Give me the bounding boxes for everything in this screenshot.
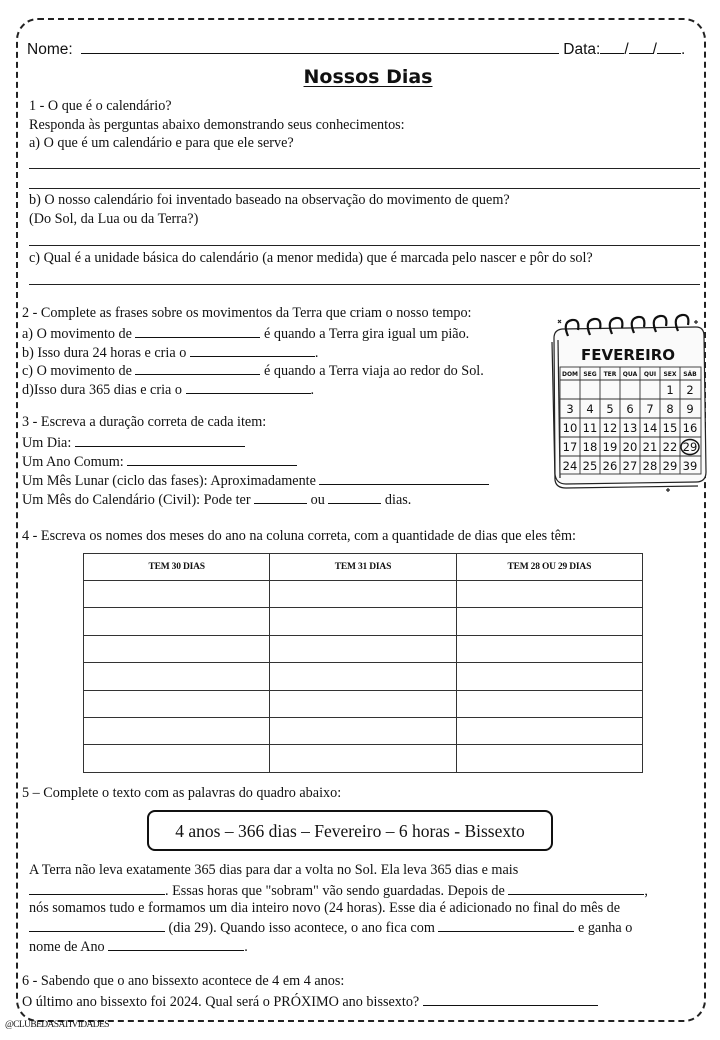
table-cell[interactable]	[84, 581, 270, 608]
table-cell[interactable]	[84, 663, 270, 690]
svg-text:3: 3	[566, 402, 574, 416]
svg-text:SEG: SEG	[583, 371, 597, 378]
q3-heading: 3 - Escreva a duração correta de cada item:	[22, 414, 267, 430]
name-field[interactable]	[81, 40, 559, 54]
svg-text:QUA: QUA	[622, 371, 638, 378]
q1c-answer-line[interactable]	[29, 284, 700, 285]
q5-text-line-3: nós somamos tudo e formamos um dia inteiro novo (24 horas). Esse dia é adicionado no final do mês de	[29, 900, 621, 916]
table-header-row	[84, 554, 643, 581]
q2d-sentence: d)Isso dura 365 dias e cria o .	[22, 382, 315, 398]
q3-civil-blank-1[interactable]	[254, 490, 307, 504]
q6-question-row: O último ano bissexto foi 2024. Qual será o PRÓXIMO ano bissexto?	[22, 992, 598, 1011]
svg-text:8: 8	[666, 402, 674, 416]
table-cell[interactable]	[84, 745, 270, 772]
header-row: Nome: Data: / / .	[27, 41, 686, 58]
svg-text:2: 2	[686, 383, 694, 397]
q5-heading: 5 – Complete o texto com as palavras do quadro abaixo:	[22, 785, 342, 801]
svg-text:5: 5	[606, 402, 614, 416]
svg-text:11: 11	[582, 421, 598, 435]
svg-text:24: 24	[562, 459, 578, 473]
date-month-field[interactable]	[629, 40, 653, 54]
svg-text:6: 6	[626, 402, 634, 416]
q2b-sentence: b) Isso dura 24 horas e cria o .	[22, 345, 319, 361]
svg-text:15: 15	[662, 421, 678, 435]
q3-day-blank[interactable]	[75, 433, 245, 447]
table-cell[interactable]	[270, 690, 456, 717]
svg-text:9: 9	[686, 402, 694, 416]
table-cell[interactable]	[456, 717, 642, 744]
table-cell[interactable]	[270, 663, 456, 690]
table-cell[interactable]	[270, 717, 456, 744]
svg-text:14: 14	[642, 421, 658, 435]
table-row	[84, 717, 643, 744]
q3-year-row: Um Ano Comum:	[22, 452, 297, 471]
q3-civil-row: Um Mês do Calendário (Civil): Pode ter ou dias.	[22, 492, 412, 508]
svg-text:QUI: QUI	[643, 371, 657, 378]
table-row	[84, 635, 643, 662]
svg-text:19: 19	[602, 440, 618, 454]
page-title: Nossos Dias	[303, 66, 433, 88]
q1-intro: Responda às perguntas abaixo demonstrando seus conhecimentos:	[29, 117, 405, 133]
table-cell[interactable]	[270, 608, 456, 635]
svg-text:SÁB: SÁB	[683, 371, 697, 378]
column-header-30-days: TEM 30 DIAS	[84, 554, 270, 581]
q1a-question: a) O que é um calendário e para que ele serve?	[29, 135, 294, 151]
date-suffix: .	[680, 41, 686, 58]
table-cell[interactable]	[456, 690, 642, 717]
svg-text:20: 20	[622, 440, 638, 454]
column-header-28-29-days: TEM 28 OU 29 DIAS	[456, 554, 642, 581]
q3-day-row: Um Dia:	[22, 433, 245, 452]
q1a-answer-line-2[interactable]	[29, 188, 700, 189]
svg-text:17: 17	[562, 440, 578, 454]
svg-text:TER: TER	[603, 371, 617, 378]
q5-text-line-1: A Terra não leva exatamente 365 dias para dar a volta no Sol. Ela leva 365 dias e mais	[29, 862, 519, 878]
q1b-answer-line[interactable]	[29, 245, 700, 246]
svg-text:22: 22	[662, 440, 678, 454]
svg-text:27: 27	[622, 459, 638, 473]
q5-blank-2[interactable]	[508, 881, 644, 895]
months-table	[83, 553, 643, 773]
name-label: Nome:	[27, 41, 73, 58]
table-cell[interactable]	[270, 581, 456, 608]
table-cell[interactable]	[84, 635, 270, 662]
svg-text:18: 18	[582, 440, 598, 454]
q2a-blank[interactable]	[135, 324, 260, 338]
table-cell[interactable]	[84, 717, 270, 744]
q1-heading: 1 - O que é o calendário?	[29, 98, 172, 114]
q1c-question: c) Qual é a unidade básica do calendário (a menor medida) que é marcada pelo nascer e pôr do sol?	[29, 250, 593, 266]
table-cell[interactable]	[456, 745, 642, 772]
calendar-icon	[548, 312, 708, 497]
date-label: Data:	[563, 41, 601, 58]
q2-heading: 2 - Complete as frases sobre os movimentos da Terra que criam o nosso tempo:	[22, 305, 472, 321]
q5-text-line-4: (dia 29). Quando isso acontece, o ano fica com e ganha o	[29, 918, 632, 937]
table-cell[interactable]	[456, 581, 642, 608]
svg-text:7: 7	[646, 402, 654, 416]
q2d-blank[interactable]	[186, 380, 311, 394]
q5-blank-4[interactable]	[438, 918, 574, 932]
table-row	[84, 608, 643, 635]
q5-blank-5[interactable]	[108, 937, 244, 951]
table-row	[84, 581, 643, 608]
q5-text-line-5: nome de Ano .	[29, 939, 248, 955]
q2a-sentence: a) O movimento de é quando a Terra gira igual um pião.	[22, 326, 470, 342]
q3-year-blank[interactable]	[127, 452, 297, 466]
q1a-answer-line-1[interactable]	[29, 168, 700, 169]
footer-credit: @CLUBEDASATIVIDADES	[5, 1020, 109, 1030]
svg-text:10: 10	[562, 421, 578, 435]
q6-answer-blank[interactable]	[423, 992, 598, 1006]
table-cell[interactable]	[84, 608, 270, 635]
svg-text:13: 13	[622, 421, 638, 435]
svg-text:SEX: SEX	[663, 371, 677, 378]
table-row	[84, 663, 643, 690]
q5-text-line-2: . Essas horas que "sobram" vão sendo guardadas. Depois de ,	[29, 881, 648, 900]
q4-heading: 4 - Escreva os nomes dos meses do ano na coluna correta, com a quantidade de dias que eles têm:	[22, 528, 576, 544]
svg-text:FEVEREIRO: FEVEREIRO	[580, 346, 676, 364]
svg-text:39: 39	[682, 459, 698, 473]
svg-text:26: 26	[602, 459, 618, 473]
svg-text:21: 21	[642, 440, 658, 454]
svg-text:16: 16	[682, 421, 698, 435]
q5-blank-3[interactable]	[29, 918, 165, 932]
q1b-hint: (Do Sol, da Lua ou da Terra?)	[29, 211, 199, 227]
svg-text:25: 25	[582, 459, 598, 473]
svg-text:28: 28	[642, 459, 658, 473]
february-calendar-illustration	[548, 312, 708, 497]
table-row	[84, 745, 643, 772]
q6-heading: 6 - Sabendo que o ano bissexto acontece de 4 em 4 anos:	[22, 973, 345, 989]
q3-civil-blank-2[interactable]	[328, 490, 381, 504]
svg-text:DOM: DOM	[561, 371, 579, 378]
q2b-blank[interactable]	[190, 343, 315, 357]
column-header-31-days: TEM 31 DIAS	[270, 554, 456, 581]
table-cell[interactable]	[270, 745, 456, 772]
date-day-field[interactable]	[600, 40, 624, 54]
q2c-blank[interactable]	[135, 361, 260, 375]
table-row	[84, 690, 643, 717]
date-year-field[interactable]	[657, 40, 681, 54]
q3-lunar-blank[interactable]	[319, 471, 489, 485]
table-cell[interactable]	[456, 635, 642, 662]
svg-text:29: 29	[682, 440, 698, 454]
q1b-question: b) O nosso calendário foi inventado baseado na observação do movimento de quem?	[29, 192, 510, 208]
svg-text:29: 29	[662, 459, 678, 473]
svg-text:4: 4	[586, 402, 594, 416]
q2c-sentence: c) O movimento de é quando a Terra viaja ao redor do Sol.	[22, 363, 484, 379]
q5-blank-1[interactable]	[29, 881, 165, 895]
table-cell[interactable]	[456, 663, 642, 690]
table-cell[interactable]	[84, 690, 270, 717]
q3-lunar-row: Um Mês Lunar (ciclo das fases): Aproximadamente	[22, 471, 489, 490]
table-cell[interactable]	[270, 635, 456, 662]
word-bank-box: 4 anos – 366 dias – Fevereiro – 6 horas - Bissexto	[147, 810, 553, 851]
table-cell[interactable]	[456, 608, 642, 635]
svg-text:12: 12	[602, 421, 618, 435]
svg-text:1: 1	[666, 383, 674, 397]
